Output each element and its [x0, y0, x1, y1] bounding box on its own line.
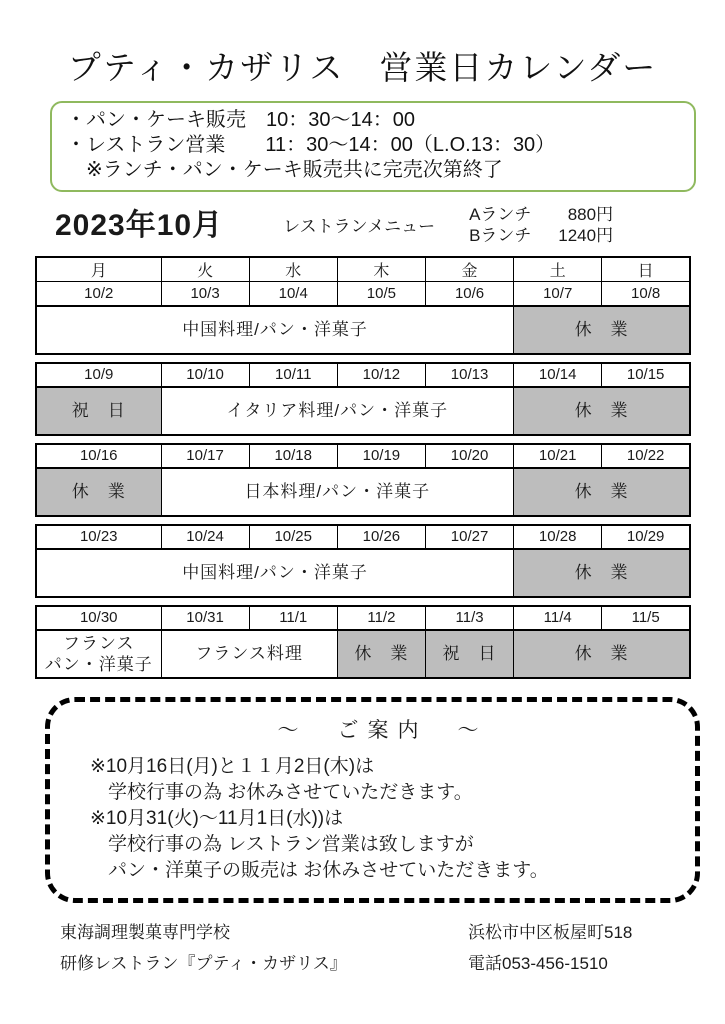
day-header-cell: 土 [514, 257, 602, 282]
lunch-b-row [469, 225, 613, 246]
day-header-cell: 金 [425, 257, 513, 282]
date-cell: 10/13 [425, 363, 513, 387]
notice-line-5: パン・洋菓子の販売は お休みさせていただきます。 [108, 859, 549, 881]
date-cell: 10/19 [337, 444, 425, 468]
week-table-4 [35, 524, 691, 598]
date-cell: 10/8 [602, 282, 690, 306]
hours-soldout-note: ※ランチ・パン・ケーキ販売共に完売次第終了 [86, 159, 503, 181]
date-cell: 10/15 [602, 363, 690, 387]
date-cell: 10/16 [36, 444, 161, 468]
date-row [36, 606, 690, 630]
menu-cell: 日本料理/パン・洋菓子 [161, 468, 514, 516]
day-header-cell: 水 [249, 257, 337, 282]
phone-number: 電話053-456-1510 [468, 953, 608, 973]
day-header-cell: 日 [602, 257, 690, 282]
menu-cell: 中国料理/パン・洋菓子 [36, 306, 514, 354]
notice-line-2: 学校行事の為 お休みさせていただきます。 [108, 781, 473, 803]
date-cell: 10/22 [602, 444, 690, 468]
lunch-a-row [469, 204, 613, 225]
week-table-1 [35, 256, 691, 355]
closed-cell: 休 業 [514, 468, 690, 516]
date-cell: 10/23 [36, 525, 161, 549]
week-table-3 [35, 443, 691, 517]
date-cell: 10/18 [249, 444, 337, 468]
date-cell: 10/11 [249, 363, 337, 387]
week-table-2 [35, 362, 691, 436]
address: 浜松市中区板屋町518 [468, 922, 633, 942]
hours-line-bakery: ・パン・ケーキ販売 10：30～14：00 [66, 109, 415, 131]
menu-cell: フランス料理 [161, 630, 337, 678]
closed-cell: 休 業 [514, 387, 690, 435]
closed-cell: 祝 日 [36, 387, 161, 435]
day-header-row [36, 257, 690, 282]
day-header-cell: 月 [36, 257, 161, 282]
content-row [36, 549, 690, 597]
date-cell: 11/1 [249, 606, 337, 630]
date-cell: 10/2 [36, 282, 161, 306]
date-cell: 10/7 [514, 282, 602, 306]
date-cell: 10/14 [514, 363, 602, 387]
lunch-a-name: Aランチ [469, 205, 532, 224]
date-cell: 10/25 [249, 525, 337, 549]
date-row [36, 525, 690, 549]
notice-line-4: 学校行事の為 レストラン営業は致しますが [108, 833, 474, 855]
lunch-price-list [469, 204, 613, 246]
date-cell: 10/27 [425, 525, 513, 549]
date-cell: 10/10 [161, 363, 249, 387]
date-cell: 11/4 [514, 606, 602, 630]
date-row [36, 444, 690, 468]
date-cell: 11/5 [602, 606, 690, 630]
date-cell: 10/6 [425, 282, 513, 306]
content-row [36, 630, 690, 678]
date-cell: 10/29 [602, 525, 690, 549]
footer [60, 917, 725, 979]
footer-left [60, 917, 468, 979]
menu-cell: 中国料理/パン・洋菓子 [36, 549, 514, 597]
footer-right [468, 917, 632, 979]
closed-cell: 祝 日 [425, 630, 513, 678]
calendar [35, 256, 725, 679]
closed-cell: 休 業 [514, 549, 690, 597]
restaurant-name: 研修レストラン『プティ・カザリス』 [60, 953, 347, 973]
content-row [36, 387, 690, 435]
date-cell: 10/9 [36, 363, 161, 387]
menu-cell: フランス パン・洋菓子 [36, 630, 161, 678]
date-cell: 10/24 [161, 525, 249, 549]
date-cell: 10/21 [514, 444, 602, 468]
date-cell: 10/31 [161, 606, 249, 630]
date-row [36, 363, 690, 387]
date-cell: 10/17 [161, 444, 249, 468]
closed-cell: 休 業 [514, 630, 690, 678]
school-name: 東海調理製菓専門学校 [60, 922, 230, 942]
day-header-cell: 火 [161, 257, 249, 282]
day-header-cell: 木 [337, 257, 425, 282]
date-cell: 10/20 [425, 444, 513, 468]
content-row [36, 468, 690, 516]
lunch-b-name: Bランチ [469, 226, 532, 245]
date-cell: 10/3 [161, 282, 249, 306]
date-cell: 10/26 [337, 525, 425, 549]
menu-cell: イタリア料理/パン・洋菓子 [161, 387, 514, 435]
closed-cell: 休 業 [514, 306, 690, 354]
closed-cell: 休 業 [337, 630, 425, 678]
date-cell: 11/2 [337, 606, 425, 630]
closed-cell: 休 業 [36, 468, 161, 516]
restaurant-menu-label: レストランメニュー [283, 217, 436, 236]
hours-box [50, 101, 696, 192]
notice-box [45, 697, 700, 903]
date-cell: 10/12 [337, 363, 425, 387]
content-row [36, 306, 690, 354]
lunch-b-price: 1240円 [558, 226, 614, 245]
date-cell: 10/30 [36, 606, 161, 630]
date-cell: 10/28 [514, 525, 602, 549]
week-table-5 [35, 605, 691, 679]
page-title: プティ・カザリス 営業日カレンダー [67, 49, 658, 86]
hours-line-restaurant: ・レストラン営業 11：30～14：00（L.O.13：30） [66, 134, 556, 156]
month-header-row [55, 200, 725, 250]
notice-line-1: ※10月16日(月)と１１月2日(木)は [90, 755, 375, 777]
date-cell: 11/3 [425, 606, 513, 630]
notice-title: ～ ご案内 ～ [277, 718, 488, 742]
month-title: 2023年10月 [55, 209, 224, 242]
date-row [36, 282, 690, 306]
date-cell: 10/5 [337, 282, 425, 306]
lunch-a-price: 880円 [567, 205, 614, 224]
date-cell: 10/4 [249, 282, 337, 306]
notice-line-3: ※10月31(火)～11月1日(水))は [90, 807, 344, 829]
